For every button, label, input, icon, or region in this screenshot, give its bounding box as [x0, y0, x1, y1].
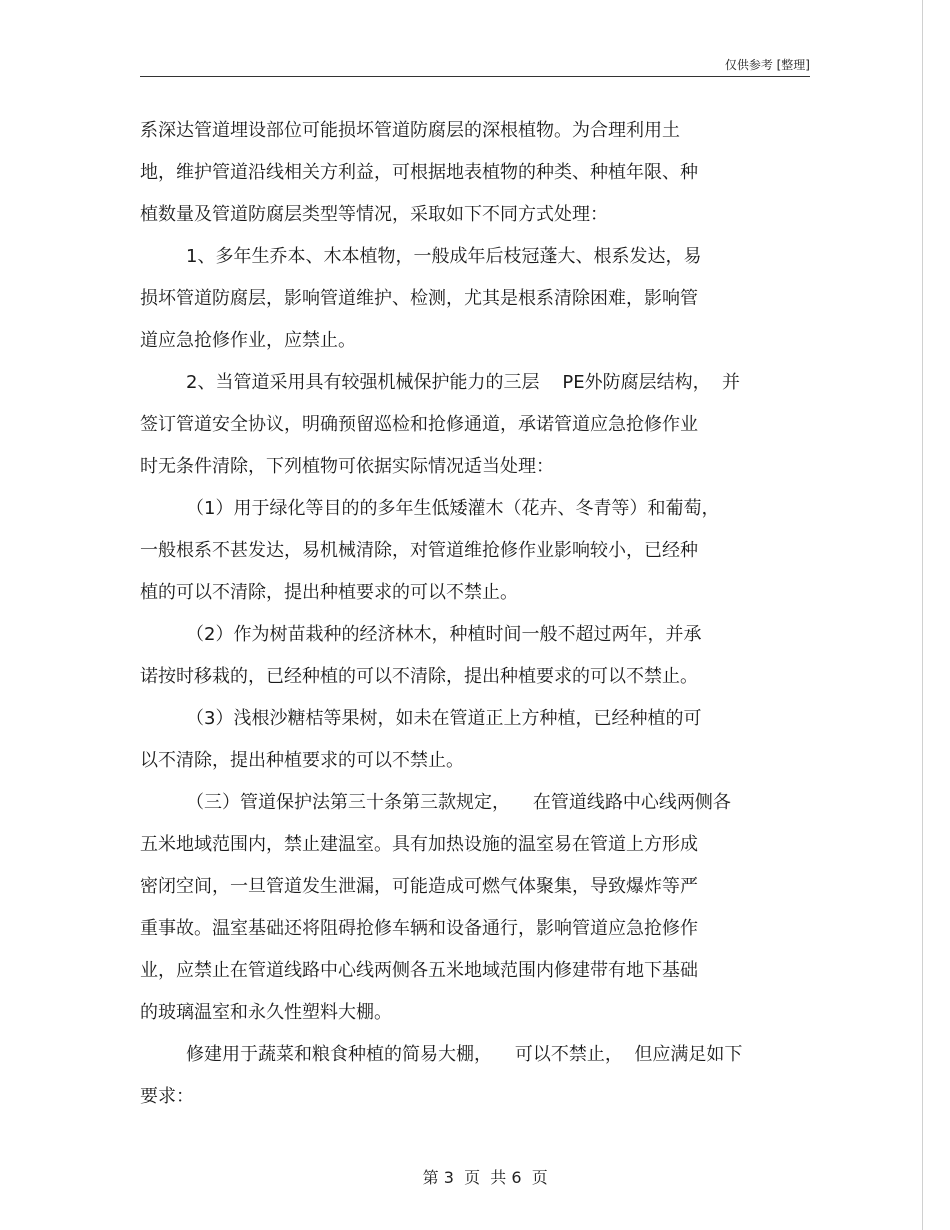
text-line: 损坏管道防腐层，影响管道维护、检测，尤其是根系清除困难，影响管 — [140, 288, 698, 309]
text-line: 植的可以不清除，提出种植要求的可以不禁止。 — [140, 582, 518, 603]
text-line: 五米地域范围内，禁止建温室。具有加热设施的温室易在管道上方形成 — [140, 834, 698, 855]
body-text — [140, 110, 820, 1118]
text-line: （三）管道保护法第三十条第三款规定， 在管道线路中心线两侧各 — [186, 792, 731, 813]
text-line: 一般根系不甚发达，易机械清除，对管道维抢修作业影响较小，已经种 — [140, 540, 698, 561]
text-line: 时无条件清除，下列植物可依据实际情况适当处理： — [140, 456, 554, 477]
text-line: 地，维护管道沿线相关方利益，可根据地表植物的种类、种植年限、种 — [140, 162, 698, 183]
text-line: 系深达管道埋设部位可能损坏管道防腐层的深根植物。为合理利用土 — [140, 120, 680, 141]
text-line: 植数量及管道防腐层类型等情况，采取如下不同方式处理： — [140, 204, 608, 225]
text-line: 以不清除，提出种植要求的可以不禁止。 — [140, 750, 464, 771]
text-line: 2、当管道采用具有较强机械保护能力的三层 PE外防腐层结构， 并 — [186, 372, 741, 393]
text-line: （3）浅根沙糖桔等果树，如未在管道正上方种植，已经种植的可 — [186, 708, 702, 729]
page-edge — [922, 0, 923, 1230]
page-header — [140, 54, 810, 77]
text-line: 要求： — [140, 1086, 194, 1107]
text-line: 密闭空间，一旦管道发生泄漏，可能造成可燃气体聚集，导致爆炸等严 — [140, 876, 698, 897]
text-line: 1、多年生乔本、木本植物，一般成年后枝冠蓬大、根系发达，易 — [186, 246, 702, 267]
text-line: 的玻璃温室和永久性塑料大棚。 — [140, 1002, 392, 1023]
text-line: 签订管道安全协议，明确预留巡检和抢修通道，承诺管道应急抢修作业 — [140, 414, 698, 435]
text-line: （1）用于绿化等目的的多年生低矮灌木（花卉、冬青等）和葡萄， — [186, 498, 720, 519]
text-line: 修建用于蔬菜和粮食种植的简易大棚， 可以不禁止， 但应满足如下 — [186, 1044, 743, 1065]
page-footer — [0, 1146, 950, 1207]
text-line: 道应急抢修作业，应禁止。 — [140, 330, 356, 351]
page-number: 第 3 页 共 6 页 — [422, 1168, 548, 1187]
header-note: 仅供参考 [整理] — [724, 58, 810, 72]
text-line: （2）作为树苗栽种的经济林木，种植时间一般不超过两年，并承 — [186, 624, 702, 645]
text-line: 业，应禁止在管道线路中心线两侧各五米地域范围内修建带有地下基础 — [140, 960, 698, 981]
text-line: 诺按时移栽的，已经种植的可以不清除，提出种植要求的可以不禁止。 — [140, 666, 698, 687]
text-line: 重事故。温室基础还将阻碍抢修车辆和设备通行，影响管道应急抢修作 — [140, 918, 698, 939]
